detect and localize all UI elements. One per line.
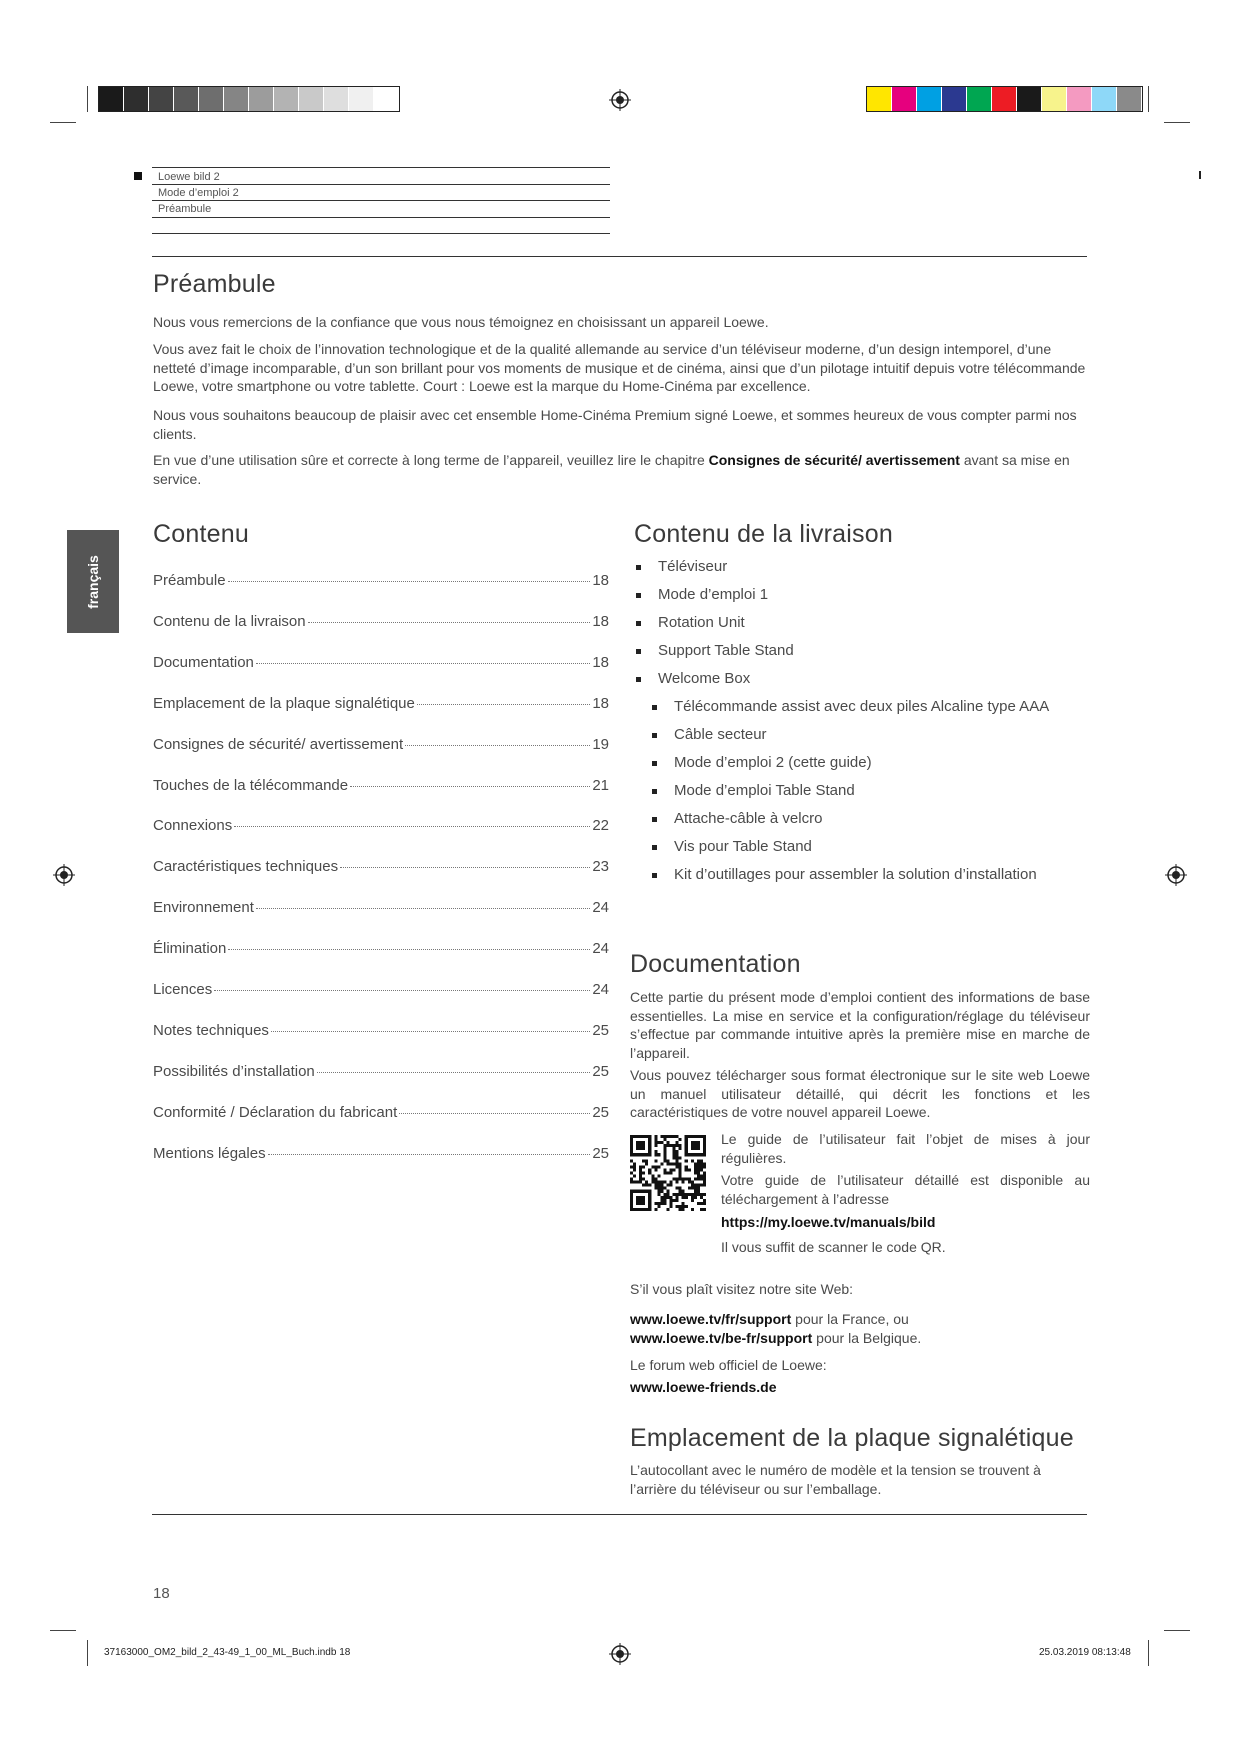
crop-mark — [1148, 1640, 1149, 1666]
forum-text: Le forum web officiel de Loewe: — [630, 1357, 827, 1373]
toc-entry[interactable] — [153, 572, 609, 589]
toc-dot-leader — [340, 867, 590, 868]
toc-dot-leader — [417, 704, 590, 705]
plaque-paragraph: L’autocollant avec le numéro de modèle et la tension se trouvent à l’arrière du téléviseur ou sur l’emballage. — [630, 1462, 1041, 1497]
crop-mark — [50, 1630, 76, 1631]
header-line-3: Préambule — [158, 203, 212, 215]
registration-mark-icon — [1165, 864, 1187, 886]
list-item: Rotation Unit — [658, 614, 794, 642]
support-url-fr-note: pour la France, ou — [791, 1311, 909, 1327]
list-item: Vis pour Table Stand — [674, 838, 1049, 866]
toc-entry[interactable] — [153, 1145, 609, 1162]
toc-entry[interactable] — [153, 695, 609, 712]
crop-mark — [1164, 122, 1190, 123]
toc-entry[interactable] — [153, 981, 609, 998]
documentation-paragraph-2: Vous pouvez télécharger sous format électronique sur le site web Loewe un manuel utilisateur détaillé, qui décrit les fonctions et les caractéristiques de votre nouvel appareil Loewe. — [630, 1067, 1090, 1120]
preambule-paragraph-4 — [153, 451, 1088, 488]
gray-swatch — [149, 87, 174, 111]
toc-dot-leader — [228, 581, 591, 582]
color-swatch — [967, 87, 992, 111]
list-item: Télécommande assist avec deux piles Alcaline type AAA — [674, 698, 1049, 726]
color-swatch — [1042, 87, 1067, 111]
registration-mark-icon — [609, 89, 631, 111]
safety-chapter-reference: Consignes de sécurité/ avertissement — [708, 452, 960, 468]
registration-mark-icon — [609, 1643, 631, 1665]
toc-dot-leader — [256, 908, 590, 909]
support-url-be[interactable]: www.loewe.tv/be-fr/support — [630, 1329, 813, 1346]
toc-entry-page: 25 — [592, 1021, 609, 1039]
documentation-paragraph-1: Cette partie du présent mode d’emploi contient des informations de base essentielles. La mise en service et la configuration/réglage du téléviseur s’effectue par commande intuitive après la première mise en marche de l’appareil. — [630, 989, 1090, 1061]
edge-mark — [1199, 171, 1201, 179]
list-item: Attache-câble à velcro — [674, 810, 1049, 838]
preambule-paragraph-3: Nous vous souhaitons beaucoup de plaisir avec cet ensemble Home-Cinéma Premium signé Loewe, et sommes heureux de vous compter parmi nos clients. — [153, 407, 1077, 442]
toc-dot-leader — [234, 826, 590, 827]
support-url-be-note: pour la Belgique. — [812, 1329, 922, 1346]
footer-timestamp: 25.03.2019 08:13:48 — [1039, 1647, 1131, 1658]
toc-entry[interactable] — [153, 899, 609, 916]
gray-swatch — [124, 87, 149, 111]
list-item: Téléviseur — [658, 558, 794, 586]
list-item: Mode d’emploi 1 — [658, 586, 794, 614]
header-line-2: Mode d’emploi 2 — [158, 187, 239, 199]
bottom-section-rule — [152, 1514, 1087, 1515]
forum-link — [630, 1378, 1090, 1397]
toc-entry-page: 25 — [592, 1062, 609, 1080]
crop-mark — [1148, 86, 1149, 112]
toc-entry-label: Documentation — [153, 653, 254, 671]
toc-entry[interactable] — [153, 1063, 609, 1080]
qr-paragraph-2: Votre guide de l’utilisateur détaillé est disponible au téléchargement à l’adresse — [721, 1172, 1090, 1207]
top-section-rule — [152, 256, 1087, 257]
toc-entry-label: Caractéristiques techniques — [153, 858, 339, 876]
list-item: Câble secteur — [674, 726, 1049, 754]
toc-entry-page: 18 — [592, 653, 609, 671]
header-rule — [152, 167, 610, 168]
toc-entry[interactable] — [153, 858, 609, 875]
toc-entry-page: 24 — [592, 899, 609, 917]
toc-dot-leader — [308, 622, 591, 623]
toc-dot-leader — [350, 786, 590, 787]
toc-entry-page: 25 — [592, 1144, 609, 1162]
color-swatch — [1067, 87, 1092, 111]
crop-mark — [87, 1640, 88, 1666]
crop-mark — [1164, 1630, 1190, 1631]
gray-swatch — [324, 87, 349, 111]
preambule-paragraph-1: Nous vous remercions de la confiance que vous nous témoignez en choisissant un appareil Loewe. — [153, 314, 769, 330]
footer-file-name: 37163000_OM2_bild_2_43-49_1_00_ML_Buch.indb 18 — [104, 1647, 351, 1658]
support-url-fr[interactable]: www.loewe.tv/fr/support — [630, 1311, 792, 1327]
toc-entry-label: Emplacement de la plaque signalétique — [153, 694, 415, 712]
gray-swatch — [374, 87, 399, 111]
toc-dot-leader — [228, 949, 590, 950]
color-swatch — [942, 87, 967, 111]
manual-download-link[interactable] — [721, 1213, 1090, 1232]
page-number: 18 — [153, 1585, 170, 1602]
toc-entry-label: Possibilités d’installation — [153, 1062, 315, 1080]
toc-dot-leader — [317, 1072, 591, 1073]
support-links — [630, 1310, 1090, 1347]
toc-entry-label: Touches de la télécommande — [153, 776, 349, 794]
header-rule — [152, 217, 610, 218]
crop-mark — [50, 122, 76, 123]
toc-dot-leader — [271, 1031, 590, 1032]
toc-entry-page: 22 — [592, 817, 609, 835]
toc-entry[interactable] — [153, 940, 609, 957]
color-swatch — [1017, 87, 1042, 111]
color-swatch — [1117, 87, 1142, 111]
list-item: Mode d’emploi Table Stand — [674, 782, 1049, 810]
toc-entry[interactable] — [153, 1104, 609, 1121]
toc-dot-leader — [268, 1154, 591, 1155]
toc-entry-label: Conformité / Déclaration du fabricant — [153, 1103, 398, 1121]
gray-swatch — [249, 87, 274, 111]
plaque-title: Emplacement de la plaque signalétique — [630, 1424, 1074, 1452]
gray-swatch — [349, 87, 374, 111]
grayscale-calibration-bar — [98, 86, 400, 112]
toc-dot-leader — [214, 990, 590, 991]
toc-entry-label: Mentions légales — [153, 1144, 266, 1162]
gray-swatch — [299, 87, 324, 111]
header-rule — [152, 233, 610, 234]
toc-entry-page: 21 — [592, 776, 609, 794]
manual-url[interactable]: https://my.loewe.tv/manuals/bild — [721, 1214, 936, 1230]
preambule-title: Préambule — [153, 270, 276, 298]
qr-paragraph-1: Le guide de l’utilisateur fait l’objet de mises à jour régulières. — [721, 1131, 1090, 1166]
preambule-p4-text-end: avant sa mise en service. — [153, 452, 1070, 487]
toc-entry-page: 18 — [592, 694, 609, 712]
color-calibration-bar — [866, 86, 1143, 112]
toc-entry-page: 18 — [592, 612, 609, 630]
language-side-tab — [67, 530, 119, 633]
toc-entry-label: Connexions — [153, 817, 233, 835]
color-swatch — [867, 87, 892, 111]
header-square-marker — [134, 172, 142, 180]
gray-swatch — [199, 87, 224, 111]
list-item: Welcome Box — [658, 670, 794, 698]
header-rule — [152, 200, 610, 201]
delivery-welcome-box-list — [674, 698, 1049, 894]
preambule-paragraph-2: Vous avez fait le choix de l’innovation technologique et de la qualité allemande au service d’un téléviseur moderne, d’un design intemporel, d’une netteté d’image incomparable, d’un son brillant pour vos moments de musique et de cinéma, ainsi que d’un pilotage intuitif depuis votre télécommande Loewe, votre smartphone ou votre tablette. Court : Loewe est la marque du Home-Cinéma par excellence. — [153, 341, 1086, 394]
toc-entry[interactable] — [153, 1022, 609, 1039]
contenu-title: Contenu — [153, 520, 249, 548]
color-swatch — [1092, 87, 1117, 111]
color-swatch — [892, 87, 917, 111]
gray-swatch — [274, 87, 299, 111]
toc-entry[interactable] — [153, 654, 609, 671]
gray-swatch — [99, 87, 124, 111]
toc-entry-page: 24 — [592, 940, 609, 958]
color-swatch — [917, 87, 942, 111]
toc-entry-page: 19 — [592, 735, 609, 753]
registration-mark-icon — [53, 864, 75, 886]
preambule-p4-text: En vue d’une utilisation sûre et correcte à long terme de l’appareil, veuillez lire le chapitre — [153, 452, 709, 468]
toc-entry-label: Préambule — [153, 572, 226, 589]
qr-paragraph-3: Il vous suffit de scanner le code QR. — [721, 1239, 946, 1255]
color-swatch — [992, 87, 1017, 111]
toc-entry-label: Contenu de la livraison — [153, 612, 306, 630]
gray-swatch — [174, 87, 199, 111]
toc-dot-leader — [405, 745, 590, 746]
forum-url[interactable]: www.loewe-friends.de — [630, 1379, 777, 1395]
delivery-items-list — [658, 558, 794, 698]
header-rule — [152, 184, 610, 185]
crop-mark — [87, 86, 88, 112]
toc-entry-label: Environnement — [153, 899, 254, 917]
header-line-1: Loewe bild 2 — [158, 171, 220, 183]
toc-entry[interactable] — [153, 736, 609, 753]
toc-entry[interactable] — [153, 613, 609, 630]
toc-entry-label: Licences — [153, 981, 213, 998]
visit-website-text: S’il vous plaît visitez notre site Web: — [630, 1281, 854, 1297]
qr-code-icon — [630, 1135, 706, 1211]
toc-entry-label: Consignes de sécurité/ avertissement — [153, 735, 404, 753]
livraison-title: Contenu de la livraison — [634, 520, 893, 548]
list-item: Kit d’outillages pour assembler la solution d’installation — [674, 866, 1049, 894]
toc-entry-page: 18 — [592, 572, 609, 589]
gray-swatch — [224, 87, 249, 111]
list-item: Support Table Stand — [658, 642, 794, 670]
toc-entry-page: 23 — [592, 858, 609, 876]
toc-entry-page: 24 — [592, 981, 609, 998]
toc-entry-label: Notes techniques — [153, 1021, 269, 1039]
toc-dot-leader — [399, 1113, 590, 1114]
documentation-title: Documentation — [630, 950, 801, 978]
toc-entry-page: 25 — [592, 1103, 609, 1121]
toc-entry[interactable] — [153, 817, 609, 834]
toc-dot-leader — [256, 663, 590, 664]
toc-entry[interactable] — [153, 777, 609, 794]
list-item: Mode d’emploi 2 (cette guide) — [674, 754, 1049, 782]
toc-entry-label: Élimination — [153, 940, 227, 958]
language-side-tab-label: français — [85, 554, 101, 609]
